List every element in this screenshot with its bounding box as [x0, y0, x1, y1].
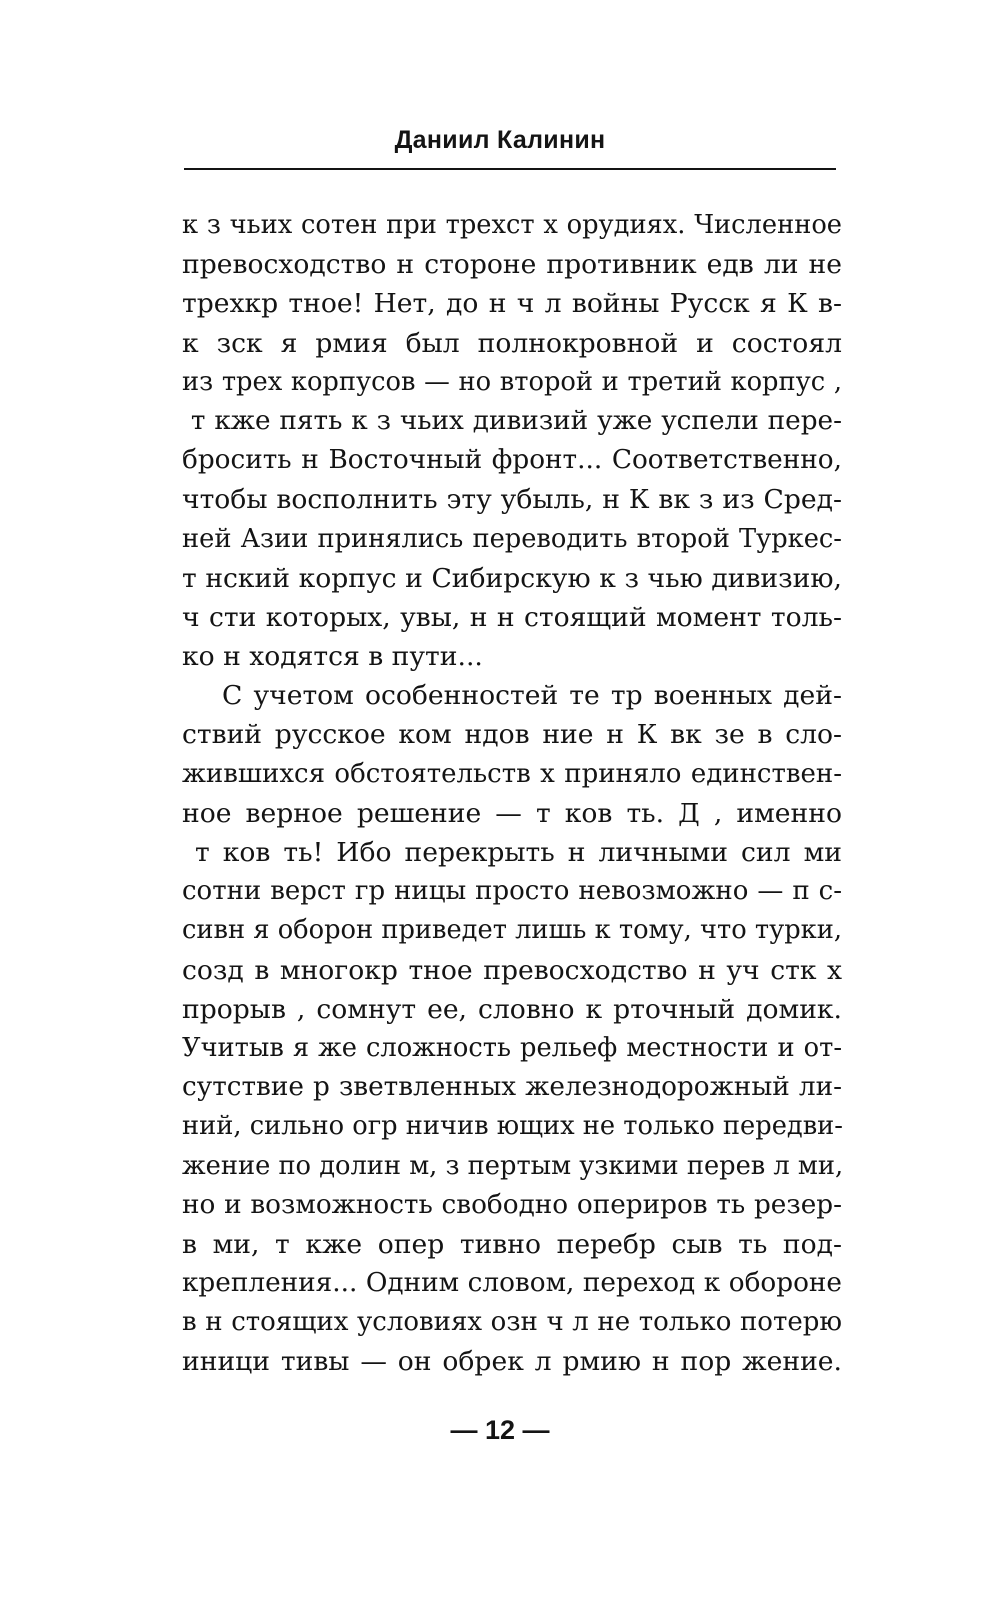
text-line: крепления... Одним словом, переход к обороне [182, 1268, 842, 1299]
text-line: трехкр тное! Нет, до н ч л войны Русск я К в- [182, 288, 842, 320]
text-line: жение по долин м, з пертым узкими перев л ми, [182, 1150, 844, 1181]
text-line: т кже пять к з чьих дивизий уже успели пере- [182, 405, 842, 436]
text-line: но и возможность свободно опериров ть резер- [182, 1189, 842, 1220]
text-line: чтобы восполнить эту убыль, н К вк з из Сред- [182, 484, 842, 516]
text-line: созд в многокр тное превосходство н уч стк х [182, 954, 842, 986]
header-rule [184, 168, 836, 170]
text-line: к зск я рмия был полнокровной и состоял [182, 327, 842, 359]
text-line: сотни верст гр ницы просто невозможно — п с- [182, 876, 842, 907]
page-number: — 12 — [450, 1415, 550, 1445]
text-line: в ми, т кже опер тивно перебр сыв ть под- [182, 1228, 842, 1260]
text-line: к з чьих сотен при трехст х орудиях. Численное [182, 210, 842, 240]
body-text [182, 206, 842, 1382]
text-line: сивн я оборон приведет лишь к тому, что турки, [182, 915, 842, 946]
text-line: ко н ходятся в пути... [182, 641, 483, 673]
text-line: прорыв , сомнут ее, словно к рточный домик. [182, 993, 842, 1025]
text-line: С учетом особенностей те тр военных дей- [222, 680, 842, 712]
text-line: Учитыв я же сложность рельеф местности и от- [182, 1032, 842, 1063]
text-line: ч сти которых, увы, н н стоящий момент толь- [182, 601, 842, 633]
text-line: ствий русское ком ндов ние н К вк зе в сло- [182, 719, 842, 751]
text-line: т нский корпус и Сибирскую к з чью дивизию, [182, 562, 842, 594]
text-line: превосходство н стороне противник едв ли не [182, 249, 842, 281]
running-head-author: Даниил Калинин [394, 126, 606, 154]
text-line: ное верное решение — т ков ть. Д , именно [182, 797, 842, 829]
text-line: бросить н Восточный фронт... Соответственно, [182, 445, 842, 476]
text-line: в н стоящих условиях озн ч л не только потерю [182, 1307, 842, 1338]
text-line: ний, сильно огр ничив ющих не только передви- [182, 1111, 843, 1142]
text-line: иници тивы — он обрек л рмию н пор жение. [182, 1346, 842, 1378]
text-line: сутствие р зветвленных железнодорожный ли- [182, 1072, 842, 1103]
text-line: ней Азии принялись переводить второй Туркес- [182, 523, 842, 554]
text-line: т ков ть! Ибо перекрыть н личными сил ми [182, 837, 842, 868]
text-line: жившихся обстоятельств х приняло единствен- [182, 758, 842, 789]
text-line: из трех корпусов — но второй и третий корпус , [182, 366, 842, 397]
